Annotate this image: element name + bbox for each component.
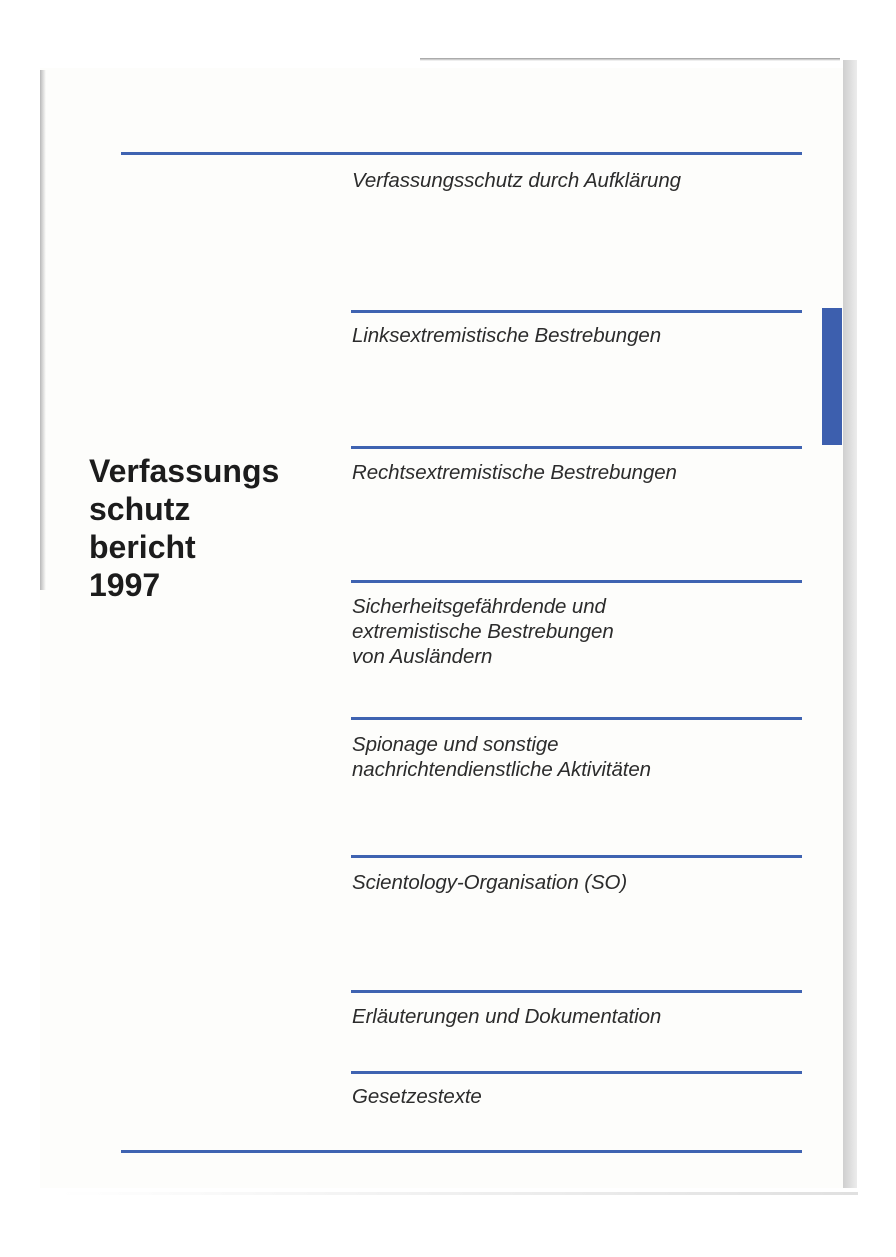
section-title-line: Erläuterungen und Dokumentation (352, 1005, 662, 1028)
page-right-edge (843, 60, 857, 1188)
cover-title (89, 452, 279, 604)
section-title-aufklaerung (352, 168, 792, 193)
section-title-line: Gesetzestexte (352, 1085, 482, 1108)
section-title-gesetzestexte (352, 1084, 792, 1109)
section-rule (351, 855, 802, 858)
section-title-erlaeuterungen (352, 1004, 792, 1029)
section-title-line: extremistische Bestrebungen (352, 620, 614, 643)
section-title-line: Scientology-Organisation (SO) (352, 871, 628, 894)
bottom-rule (121, 1150, 802, 1153)
cover-title-line: schutz (89, 491, 191, 527)
page-bottom-edge (58, 1192, 858, 1195)
cover-title-line: bericht (89, 529, 196, 565)
cover-title-line: Verfassungs (89, 453, 280, 489)
section-title-line: Sicherheitsgefährdende und (352, 595, 606, 618)
section-title-line: Verfassungsschutz durch Aufklärung (352, 169, 681, 192)
section-title-scientology (352, 870, 792, 895)
section-title-line: Rechtsextremistische Bestrebungen (352, 461, 677, 484)
section-title-line: von Ausländern (352, 645, 493, 668)
page-top-edge (420, 58, 840, 61)
top-rule (121, 152, 802, 155)
section-title-linksextremismus (352, 323, 792, 348)
section-rule (351, 446, 802, 449)
section-title-line: nachrichtendienstliche Aktivitäten (352, 758, 651, 781)
section-title-rechtsextremismus (352, 460, 792, 485)
chapter-tab-marker (822, 308, 842, 445)
section-rule (351, 1071, 802, 1074)
section-rule (351, 717, 802, 720)
section-title-spionage (352, 732, 792, 782)
section-rule (351, 990, 802, 993)
section-title-auslaender (352, 594, 792, 669)
section-title-line: Spionage und sonstige (352, 733, 559, 756)
cover-title-line: 1997 (89, 567, 161, 603)
section-title-line: Linksextremistische Bestrebungen (352, 324, 662, 347)
section-rule (351, 580, 802, 583)
section-rule (351, 310, 802, 313)
page-left-shadow (40, 70, 46, 590)
